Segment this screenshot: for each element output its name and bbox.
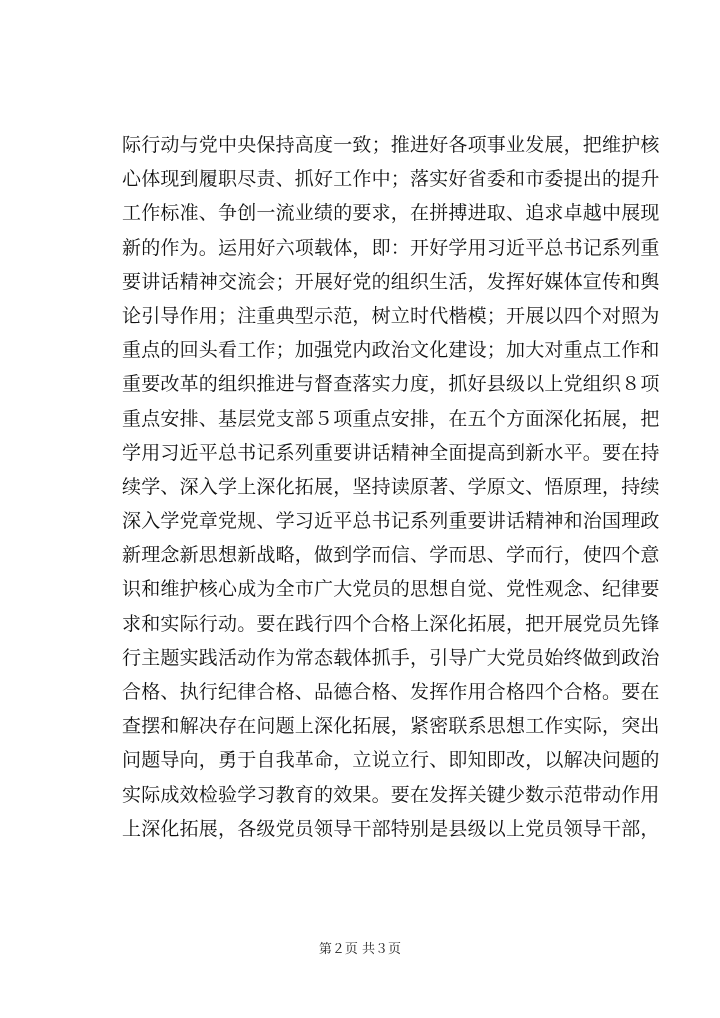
text-line: 新的作为。运用好六项载体，即：开好学用习近平总书记系列重 (122, 236, 660, 259)
page-number-footer: 第２页 共３页 (318, 942, 402, 957)
text-line: 重点的回头看工作；加强党内政治文化建设；加大对重点工作和 (122, 339, 660, 362)
text-line: 求和实际行动。要在践行四个合格上深化拓展，把开展党员先锋 (122, 612, 660, 635)
body-text (122, 128, 660, 846)
text-line: 重要改革的组织推进与督查落实力度，抓好县级以上党组织８项 (122, 373, 660, 396)
text-line: 实际成效检验学习教育的效果。要在发挥关键少数示范带动作用 (122, 783, 660, 806)
text-line: 深入学党章党规、学习近平总书记系列重要讲话精神和治国理政 (122, 510, 660, 533)
text-line: 学用习近平总书记系列重要讲话精神全面提高到新水平。要在持 (122, 441, 660, 464)
text-line: 行主题实践活动作为常态载体抓手，引导广大党员始终做到政治 (122, 646, 660, 669)
text-line: 续学、深入学上深化拓展，坚持读原著、学原文、悟原理，持续 (122, 475, 660, 498)
text-line: 重点安排、基层党支部５项重点安排，在五个方面深化拓展，把 (122, 407, 660, 430)
text-line: 论引导作用；注重典型示范，树立时代楷模；开展以四个对照为 (122, 304, 660, 327)
text-line: 工作标准、争创一流业绩的要求，在拼搏进取、追求卓越中展现 (122, 202, 660, 225)
text-line: 查摆和解决存在问题上深化拓展，紧密联系思想工作实际，突出 (122, 715, 660, 738)
text-line: 合格、执行纪律合格、品德合格、发挥作用合格四个合格。要在 (122, 681, 660, 703)
text-line: 要讲话精神交流会；开展好党的组织生活，发挥好媒体宣传和舆 (122, 270, 660, 293)
text-line: 际行动与党中央保持高度一致；推进好各项事业发展，把维护核 (122, 134, 660, 156)
text-line: 问题导向，勇于自我革命，立说立行、即知即改，以解决问题的 (122, 749, 660, 772)
text-line: 上深化拓展，各级党员领导干部特别是县级以上党员领导干部， (122, 817, 660, 840)
text-line: 新理念新思想新战略，做到学而信、学而思、学而行，使四个意 (122, 544, 660, 567)
text-line: 识和维护核心成为全市广大党员的思想自觉、党性观念、纪律要 (122, 578, 660, 601)
text-line: 心体现到履职尽责、抓好工作中；落实好省委和市委提出的提升 (122, 168, 660, 191)
